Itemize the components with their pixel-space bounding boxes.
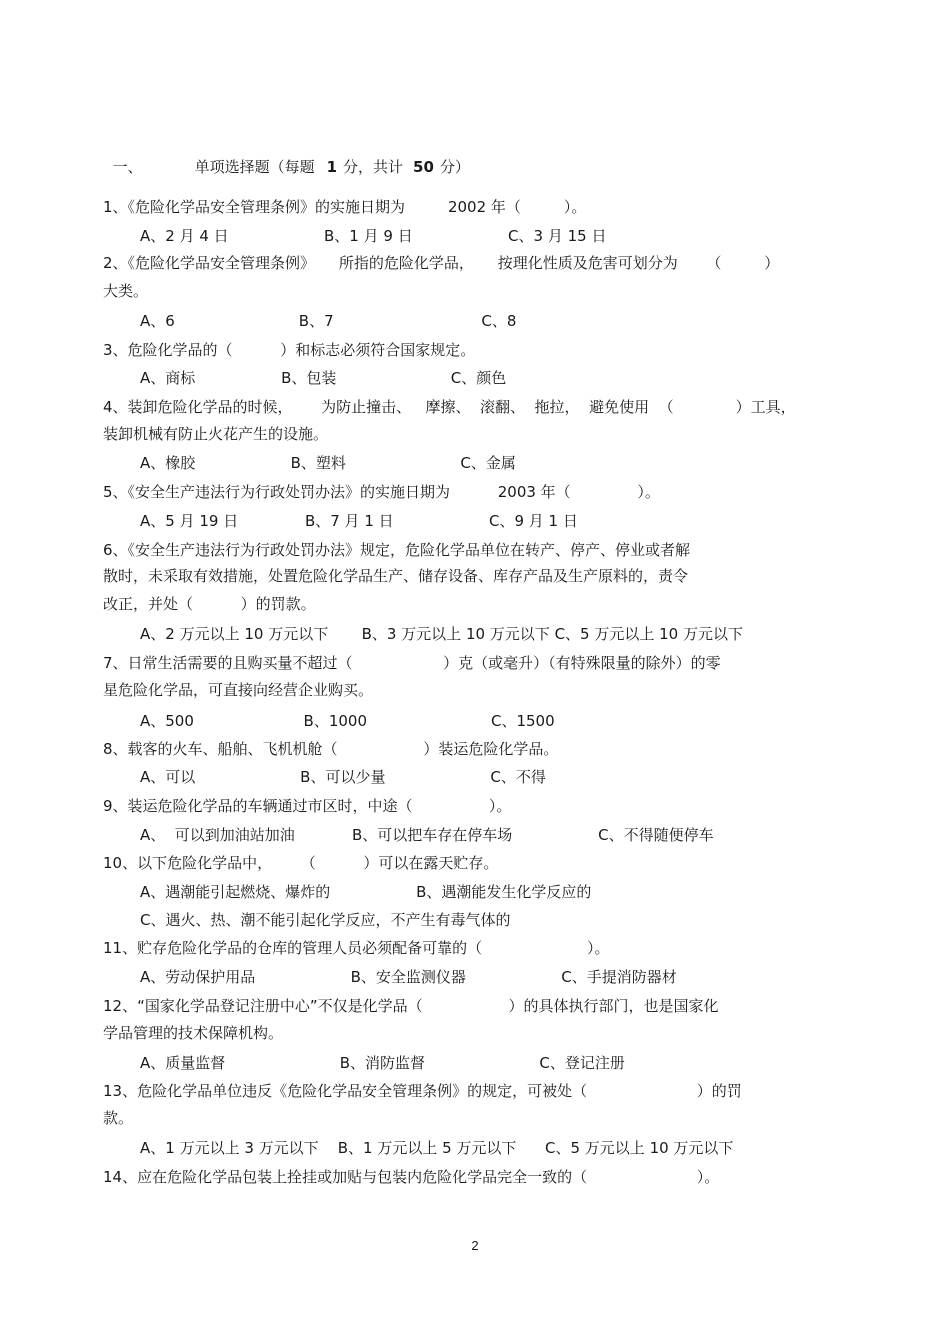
question-10-options-1: A、遇潮能引起燃烧、爆炸的 B、遇潮能发生化学反应的 <box>140 883 592 901</box>
points-per-question: 1 <box>326 158 338 176</box>
question-14-line-1: 14、应在危险化学品包装上拴挂或加贴与包装内危险化学品完全一致的（ ）。 <box>103 1168 720 1186</box>
question-9-options: A、 可以到加油站加油 B、可以把车存在停车场 C、不得随便停车 <box>140 826 714 844</box>
question-10-line-1: 10、以下危险化学品中， （ ）可以在露天贮存。 <box>103 854 499 872</box>
question-6-line-3: 改正，并处（ ）的罚款。 <box>103 595 316 613</box>
question-2-line-1: 2、《危险化学品安全管理条例》 所指的危险化学品， 按理化性质及危害可划分为 （ ） <box>103 254 780 272</box>
question-2-options: A、6 B、7 C、8 <box>140 312 517 330</box>
question-6-line-2: 散时，未采取有效措施，处置危险化学品生产、储存设备、库存产品及生产原料的，责令 <box>103 567 689 585</box>
question-4-options: A、橡胶 B、塑料 C、金属 <box>140 454 516 472</box>
question-11-line-1: 11、贮存危险化学品的仓库的管理人员必须配备可靠的（ ）。 <box>103 939 610 957</box>
question-10-options-2: C、遇火、热、潮不能引起化学反应，不产生有毒气体的 <box>140 911 511 929</box>
section-title-mid: 分，共计 <box>343 158 404 176</box>
section-heading <box>103 137 470 177</box>
question-13-line-2: 款。 <box>103 1109 134 1127</box>
question-5-options: A、5 月 19 日 B、7 月 1 日 C、9 月 1 日 <box>140 512 578 530</box>
section-title-end: 分） <box>439 158 470 176</box>
total-points: 50 <box>413 158 434 176</box>
question-5-line-1: 5、《安全生产违法行为行政处罚办法》的实施日期为 2003 年（ ）。 <box>103 483 660 501</box>
question-2-line-2: 大类。 <box>103 282 149 300</box>
question-12-options: A、质量监督 B、消防监督 C、登记注册 <box>140 1054 625 1072</box>
question-7-line-1: 7、日常生活需要的且购买量不超过（ ）克（或毫升）（有特殊限量的除外）的零 <box>103 654 721 672</box>
question-3-options: A、商标 B、包装 C、颜色 <box>140 369 507 387</box>
section-number: 一、 <box>112 158 143 176</box>
question-7-line-2: 星危险化学品，可直接向经营企业购买。 <box>103 681 374 699</box>
question-4-line-1: 4、装卸危险化学品的时候， 为防止撞击、 摩擦、 滚翻、 拖拉， 避免使用 （ ）工具， <box>103 398 796 416</box>
question-8-options: A、可以 B、可以少量 C、不得 <box>140 768 546 786</box>
section-title: 单项选择题（每题 <box>194 158 315 176</box>
question-13-options: A、1 万元以上 3 万元以下 B、1 万元以上 5 万元以下 C、5 万元以上 10 万元以下 <box>140 1139 734 1157</box>
question-3-line-1: 3、危险化学品的（ ）和标志必须符合国家规定。 <box>103 341 476 359</box>
question-1-line-1: 1、《危险化学品安全管理条例》的实施日期为 2002 年（ ）。 <box>103 198 587 216</box>
question-9-line-1: 9、装运危险化学品的车辆通过市区时，中途（ ）。 <box>103 797 512 815</box>
question-12-line-2: 学品管理的技术保障机构。 <box>103 1024 284 1042</box>
question-1-options: A、2 月 4 日 B、1 月 9 日 C、3 月 15 日 <box>140 227 607 245</box>
question-6-options: A、2 万元以上 10 万元以下 B、3 万元以上 10 万元以下 C、5 万元以上 10 万元以下 <box>140 625 743 643</box>
question-8-line-1: 8、载客的火车、船舶、飞机机舱（ ）装运危险化学品。 <box>103 740 559 758</box>
question-6-line-1: 6、《安全生产违法行为行政处罚办法》规定，危险化学品单位在转产、停产、停业或者解 <box>103 541 691 559</box>
question-7-options: A、500 B、1000 C、1500 <box>140 712 555 730</box>
question-13-line-1: 13、危险化学品单位违反《危险化学品安全管理条例》的规定，可被处（ ）的罚 <box>103 1082 742 1100</box>
question-12-line-1: 12、“国家化学品登记注册中心”不仅是化学品（ ）的具体执行部门，也是国家化 <box>103 997 719 1015</box>
question-4-line-2: 装卸机械有防止火花产生的设施。 <box>103 425 329 443</box>
page-number: 2 <box>471 1238 479 1253</box>
question-11-options: A、劳动保护用品 B、安全监测仪器 C、手提消防器材 <box>140 968 677 986</box>
